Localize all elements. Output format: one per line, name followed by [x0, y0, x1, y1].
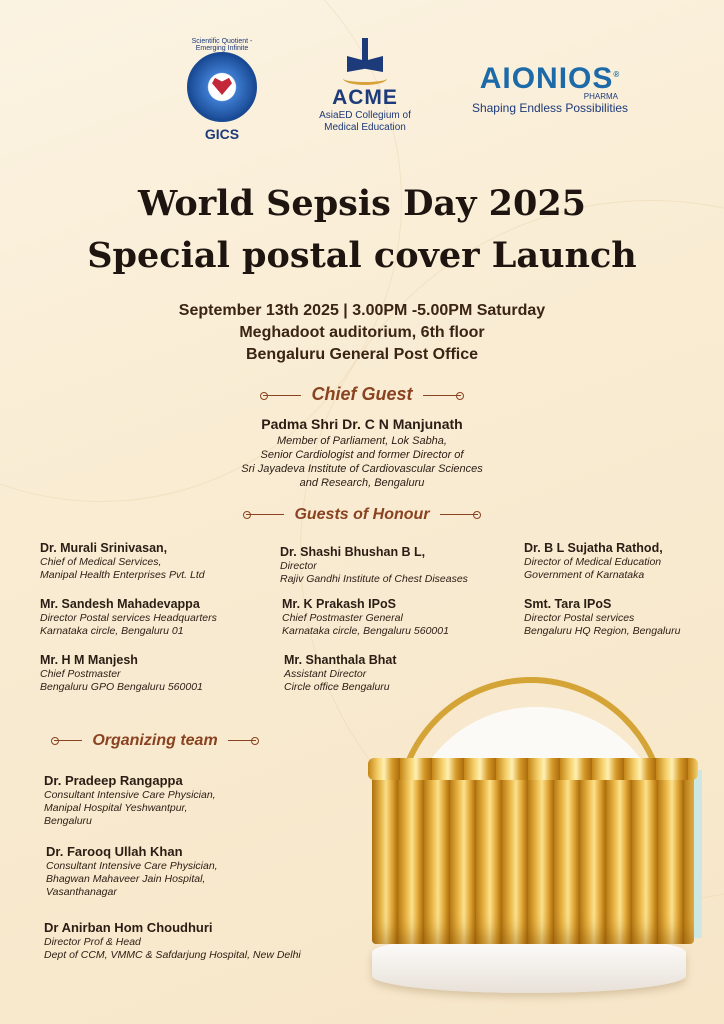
- ornament-right: [440, 514, 478, 515]
- guest-title: Director Postal services Headquarters: [40, 612, 217, 624]
- organizing-team-heading: [30, 732, 280, 750]
- guest-name: Mr. Sandesh Mahadevappa: [40, 597, 200, 611]
- ornament-left: [54, 740, 82, 741]
- organizer-city: Bengaluru: [44, 815, 92, 827]
- guest-card: [40, 652, 270, 694]
- organizer-org: Dept of CCM, VMMC & Safdarjung Hospital, New Delhi: [44, 949, 301, 961]
- chief-guest-desc: Sri Jayadeva Institute of Cardiovascular Sciences: [241, 463, 483, 475]
- chief-guest-name: Padma Shri Dr. C N Manjunath: [261, 416, 463, 432]
- chief-guest-desc: Member of Parliament, Lok Sabha,: [277, 435, 447, 447]
- book-pen-icon: [343, 38, 387, 82]
- guest-card: [524, 596, 720, 638]
- gics-arc-text: Scientific Quotient - Emerging Infinite: [191, 38, 253, 52]
- acme-logo: [300, 38, 430, 134]
- organizer-org: Bhagwan Mahaveer Jain Hospital,: [46, 873, 206, 885]
- guest-org: Manipal Health Enterprises Pvt. Ltd: [40, 569, 205, 581]
- page-title: World Sepsis Day 2025: [137, 183, 587, 224]
- organizer-card: [46, 843, 346, 899]
- guest-title: Chief Postmaster General: [282, 612, 403, 624]
- guests-of-honour-label: Guests of Honour: [294, 506, 430, 523]
- gics-globe-icon: [187, 52, 257, 122]
- gold-curtain: [372, 762, 694, 944]
- guest-card: [40, 540, 270, 582]
- acme-subtitle-1: AsiaED Collegium of: [319, 110, 411, 121]
- gics-name: GICS: [204, 126, 240, 142]
- organizer-name: Dr Anirban Hom Choudhuri: [44, 920, 213, 935]
- gics-logo: [178, 38, 266, 148]
- ornament-left: [246, 514, 284, 515]
- organizer-org: Manipal Hospital Yeshwantpur,: [44, 802, 188, 814]
- event-place: Bengaluru General Post Office: [245, 346, 479, 363]
- registered-mark: ®: [613, 70, 621, 79]
- guest-title: Director: [280, 560, 317, 572]
- guest-org: Government of Karnataka: [524, 569, 645, 581]
- guest-card: [40, 596, 270, 638]
- guest-org: Bengaluru HQ Region, Bengaluru: [524, 625, 681, 637]
- guest-name: Smt. Tara IPoS: [524, 597, 612, 611]
- guest-name: Mr. Shanthala Bhat: [284, 653, 397, 667]
- guest-title: Assistant Director: [284, 668, 367, 680]
- aionios-logo: [460, 62, 640, 115]
- guest-org: Rajiv Gandhi Institute of Chest Diseases: [280, 573, 468, 585]
- chief-guest-desc: and Research, Bengaluru: [299, 477, 425, 489]
- event-venue: Meghadoot auditorium, 6th floor: [239, 324, 485, 341]
- guest-name: Dr. Murali Srinivasan,: [40, 541, 168, 555]
- guest-org: Karnataka circle, Bengaluru 560001: [282, 625, 449, 637]
- organizer-title: Consultant Intensive Care Physician,: [44, 789, 216, 801]
- guest-title: Director Postal services: [524, 612, 635, 624]
- guest-org: Circle office Bengaluru: [284, 681, 390, 693]
- aionios-pharma: PHARMA: [583, 92, 618, 101]
- organizer-title: Consultant Intensive Care Physician,: [46, 860, 218, 872]
- aionios-name: AIONIOS: [479, 62, 614, 95]
- guest-name: Dr. Shashi Bhushan B L,: [280, 545, 426, 559]
- guest-card: [280, 544, 520, 586]
- chief-guest-label: Chief Guest: [311, 384, 413, 404]
- chief-guest-desc: Senior Cardiologist and former Director of: [260, 449, 464, 461]
- organizer-card: [44, 772, 344, 828]
- event-date-time: September 13th 2025 | 3.00PM -5.00PM Saturday: [178, 302, 546, 319]
- guests-of-honour-heading: [0, 506, 724, 524]
- organizer-name: Dr. Pradeep Rangappa: [44, 773, 183, 788]
- aionios-tagline: Shaping Endless Possibilities: [471, 101, 629, 115]
- guest-title: Chief of Medical Services,: [40, 556, 162, 568]
- organizing-team-label: Organizing team: [92, 732, 218, 749]
- acme-subtitle-2: Medical Education: [324, 122, 406, 133]
- ornament-right: [228, 740, 256, 741]
- guest-name: Mr. H M Manjesh: [40, 653, 138, 667]
- organizer-name: Dr. Farooq Ullah Khan: [46, 844, 183, 859]
- organizer-card: [44, 919, 364, 962]
- guest-org: Karnataka circle, Bengaluru 01: [40, 625, 184, 637]
- guest-card: [524, 540, 720, 582]
- ornament-right: [423, 395, 461, 396]
- page-subtitle: Special postal cover Launch: [87, 235, 637, 276]
- guest-title: Chief Postmaster: [40, 668, 121, 680]
- guest-card: [282, 596, 520, 638]
- curtain-valance: [368, 758, 698, 780]
- organizer-city: Vasanthanagar: [46, 886, 117, 898]
- guest-name: Dr. B L Sujatha Rathod,: [524, 541, 663, 555]
- organizer-title: Director Prof & Head: [44, 936, 141, 948]
- chief-guest-heading: [0, 384, 724, 405]
- acme-name: ACME: [332, 86, 398, 109]
- guest-name: Mr. K Prakash IPoS: [282, 597, 396, 611]
- guest-org: Bengaluru GPO Bengaluru 560001: [40, 681, 203, 693]
- guest-title: Director of Medical Education: [524, 556, 662, 568]
- ornament-left: [263, 395, 301, 396]
